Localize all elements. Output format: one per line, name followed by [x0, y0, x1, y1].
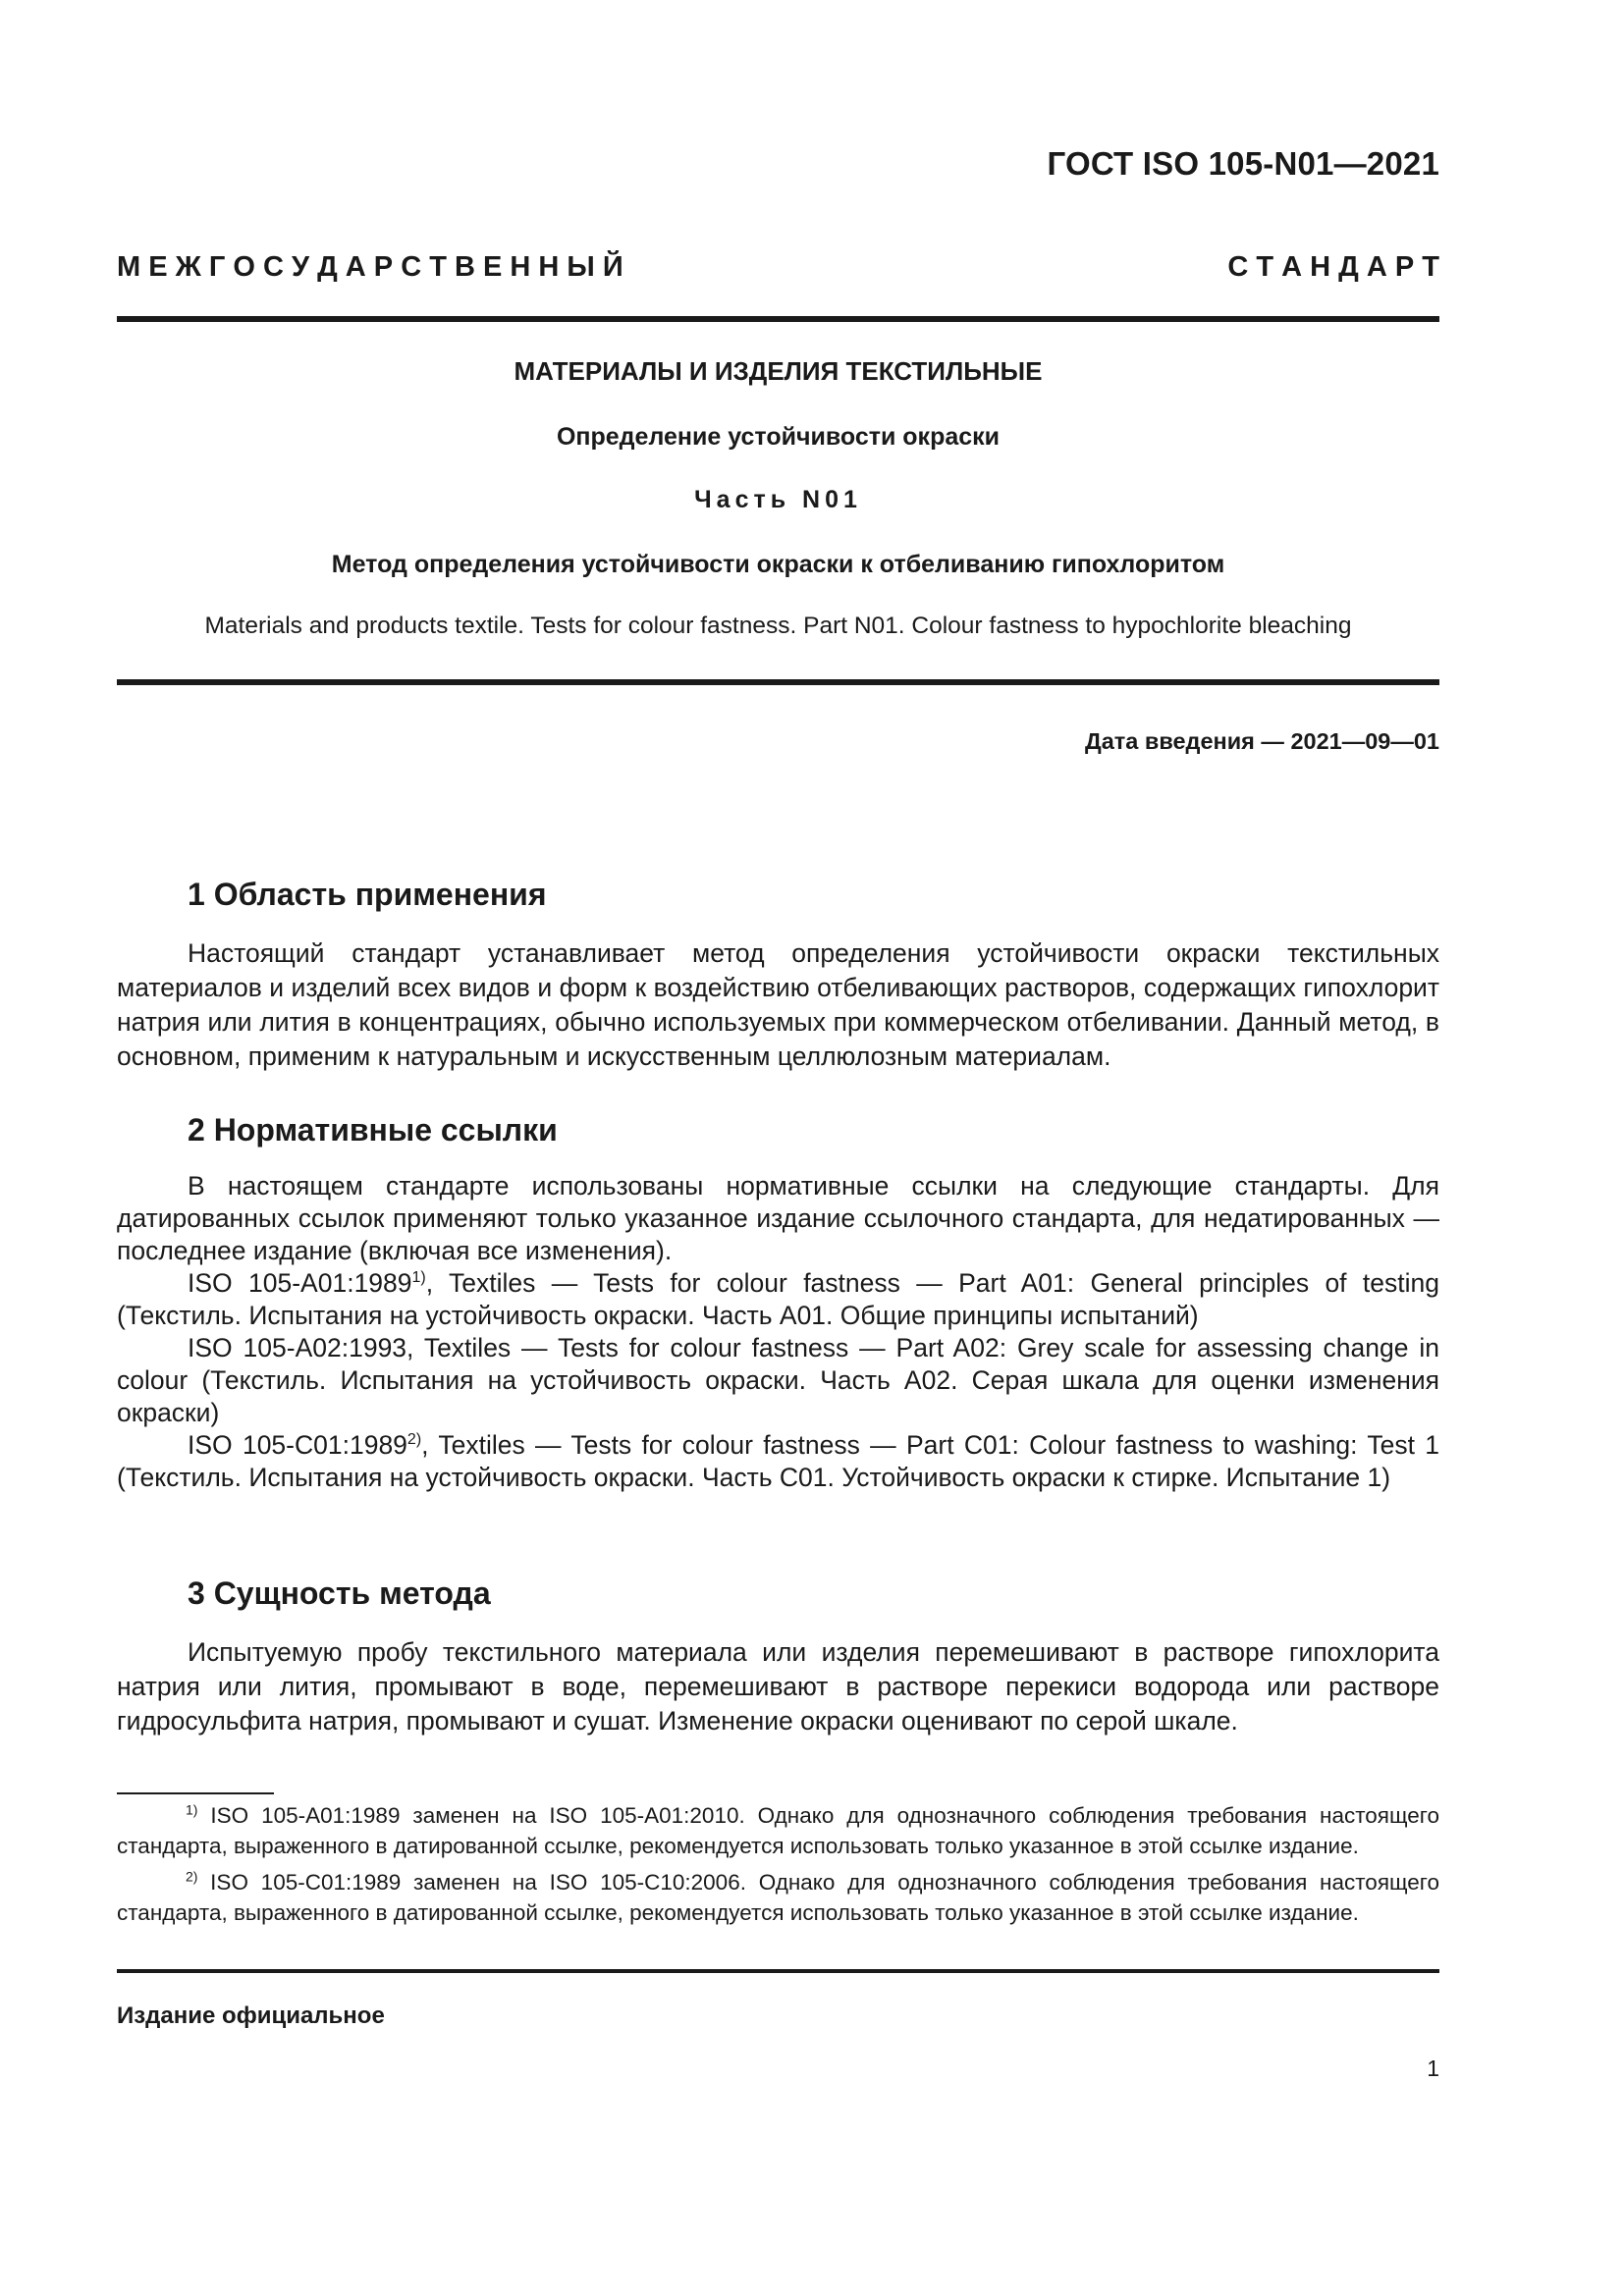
reference-title: , Textiles — Tests for colour fastness — Part A01: General principles of testing (Текстиль. Испытания на устойчивость окраски. Часть A01. Общие принципы испытаний)	[117, 1268, 1439, 1330]
footnote-separator	[117, 1792, 274, 1794]
reference-item	[117, 1429, 1439, 1494]
section-1-text: Настоящий стандарт устанавливает метод определения устойчивости окраски текстильных материалов и изделий всех видов и форм к воздействию отбеливающих растворов, содержащих гипохлорит натрия или лития в концентрациях, обычно используемых при коммерческом отбеливании. Данный метод, в основном, применим к натуральным и искусственным целлюлозным материалам.	[117, 938, 1439, 1071]
footnote-2-text: ISO 105-C01:1989 заменен на ISO 105-C10:2006. Однако для однозначного соблюдения требования настоящего стандарта, выраженного в датированной ссылке, рекомендуется использовать только указанное в этой ссылке издание.	[117, 1870, 1439, 1925]
standard-word: С Т А Н Д А Р Т	[1227, 251, 1439, 283]
title-english: Materials and products textile. Tests for colour fastness. Part N01. Colour fastness to hypochlorite bleaching	[204, 613, 1352, 639]
reference-title: , Textiles — Tests for colour fastness — Part C01: Colour fastness to washing: Test 1 (Текстиль. Испытания на устойчивость окраски. Часть C01. Устойчивость окраски к стирке. Испытание 1)	[117, 1430, 1439, 1492]
title-method: Метод определения устойчивости окраски к отбеливанию гипохлоритом	[331, 551, 1225, 578]
footnote-1	[117, 1800, 1439, 1861]
introduction-date: Дата введения — 2021—09—01	[1084, 728, 1439, 754]
section-2-body	[117, 1170, 1439, 1494]
footnote-2	[117, 1867, 1439, 1928]
page-number: 1	[1427, 2056, 1439, 2081]
footnote-1-mark: 1)	[186, 1801, 198, 1818]
title-main: МАТЕРИАЛЫ И ИЗДЕЛИЯ ТЕКСТИЛЬНЫЕ	[514, 356, 1043, 386]
footnote-1-text: ISO 105-A01:1989 заменен на ISO 105-A01:2010. Однако для однозначного соблюдения требования настоящего стандарта, выраженного в датированной ссылке, рекомендуется использовать только указанное в этой ссылке издание.	[117, 1803, 1439, 1858]
interstate-word: М Е Ж Г О С У Д А Р С Т В Е Н Н Ы Й	[117, 251, 623, 283]
reference-code: ISO 105-A01:1989	[188, 1268, 412, 1298]
title-sub: Определение устойчивости окраски	[556, 423, 1001, 451]
footnote-mark: 1)	[411, 1269, 426, 1287]
footer-rule	[117, 1969, 1439, 1973]
footnotes	[117, 1800, 1439, 1928]
reference-item	[117, 1267, 1439, 1332]
section-3-text: Испытуемую пробу текстильного материала или изделия перемешивают в растворе гипохлорита натрия или лития, промывают в воде, перемешивают в растворе перекиси водорода или растворе гидросульфита натрия, промывают и сушат. Изменение окраски оценивают по серой шкале.	[117, 1637, 1439, 1735]
interstate-standard-banner	[117, 251, 1439, 284]
section-2-heading: 2 Нормативные ссылки	[188, 1112, 558, 1148]
reference-code: ISO 105-C01:1989	[188, 1430, 407, 1460]
section-3-heading: 3 Сущность метода	[188, 1575, 491, 1611]
official-edition-label: Издание официальное	[117, 2002, 385, 2029]
title-part: Часть N01	[694, 486, 862, 513]
gost-number: ГОСТ ISO 105-N01—2021	[1047, 145, 1439, 182]
reference-code: ISO 105-A02:1993	[188, 1333, 407, 1362]
reference-title: , Textiles — Tests for colour fastness — Part A02: Grey scale for assessing change in colour (Текстиль. Испытания на устойчивость окраски. Часть A02. Серая шкала для оценки изменения окраски)	[117, 1333, 1439, 1427]
footnote-mark: 2)	[406, 1431, 422, 1449]
footnote-2-mark: 2)	[186, 1868, 198, 1885]
section-1-heading: 1 Область применения	[188, 877, 547, 912]
header-rule	[117, 316, 1439, 322]
section-2-intro: В настоящем стандарте использованы нормативные ссылки на следующие стандарты. Для датированных ссылок применяют только указанное издание ссылочного стандарта, для недатированных — последнее издание (включая все изменения).	[117, 1171, 1439, 1265]
section-1-body	[117, 936, 1439, 1074]
section-3-body	[117, 1635, 1439, 1738]
reference-item	[117, 1332, 1439, 1429]
title-rule	[117, 679, 1439, 685]
